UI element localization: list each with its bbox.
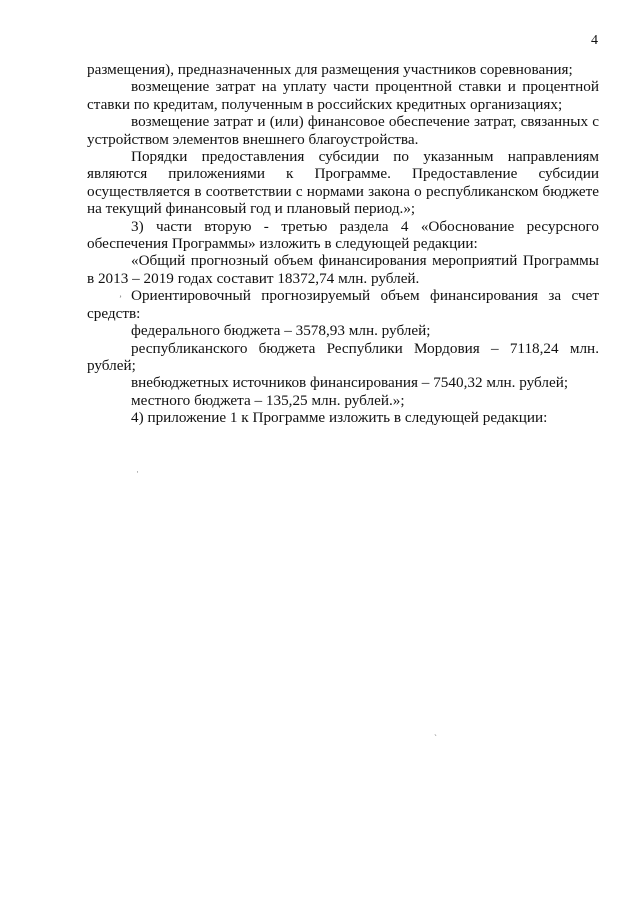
document-body — [87, 61, 599, 427]
paragraph-local-budget: местного бюджета – 135,25 млн. рублей.»; — [131, 391, 405, 409]
paragraph-landscaping-costs: возмещение затрат и (или) финансовое обеспечение затрат, связанных с устройством элементов внешнего благоустройства. — [87, 113, 599, 148]
paragraph-item-4: 4) приложение 1 к Программе изложить в следующей редакции: — [131, 409, 548, 427]
paragraph-federal-budget: федерального бюджета – 3578,93 млн. рублей; — [131, 322, 431, 340]
scan-speck-mark: ʼ — [119, 294, 122, 304]
paragraph-subsidy-procedures: Порядки предоставления субсидии по указанным направлениям являются приложениями к Программе. Предоставление субсидии осуществляется в соответствии с нормами закона о республиканском бюджете на текущий финансовый год и плановый период.»; — [87, 148, 599, 218]
paragraph-total-funding: «Общий прогнозный объем финансирования мероприятий Программы в 2013 – 2019 годах составит 18372,74 млн. рублей. — [87, 252, 599, 287]
paragraph-estimated-funding: Ориентировочный прогнозируемый объем финансирования за счет средств: — [87, 287, 599, 322]
page-number: 4 — [591, 33, 598, 48]
paragraph-republican-budget: республиканского бюджета Республики Мордовия – 7118,24 млн. рублей; — [87, 339, 599, 374]
paragraph-interest-rate-compensation: возмещение затрат на уплату части процентной ставки и процентной ставки по кредитам, полученным в российских кредитных организациях; — [87, 78, 599, 113]
paragraph-placement-continuation: размещения), предназначенных для размещения участников соревнования; — [87, 61, 573, 78]
paragraph-item-3: 3) части вторую - третью раздела 4 «Обоснование ресурсного обеспечения Программы» изложить в следующей редакции: — [87, 217, 599, 253]
scan-speck-mark: · — [136, 467, 139, 477]
scan-speck-mark: ˏ — [434, 726, 437, 736]
paragraph-extrabudgetary-sources: внебюджетных источников финансирования – 7540,32 млн. рублей; — [131, 374, 569, 392]
